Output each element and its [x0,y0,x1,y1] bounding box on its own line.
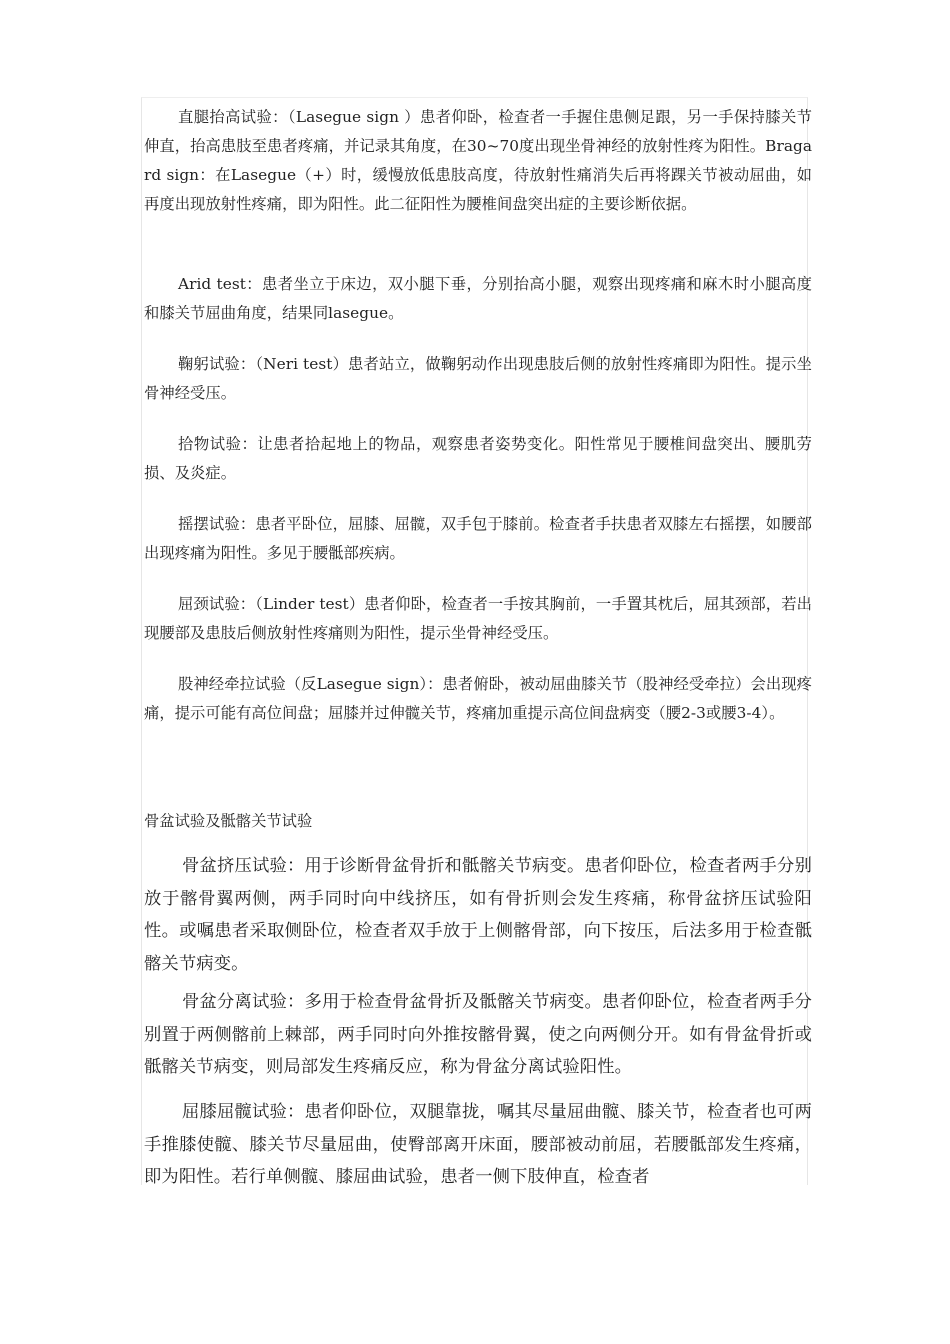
knee-hip-flexion-paragraph: 屈膝屈髋试验：患者仰卧位，双腿靠拢，嘱其尽量屈曲髋、膝关节，检查者也可两手推膝使髋、膝关节尽量屈曲，使臀部离开床面，腰部被动前屈，若腰骶部发生疼痛，即为阳性。若行单侧髋、膝屈曲试验，患者一侧下肢伸直，检查者 [144,1102,812,1187]
arid-test-paragraph: Arid test：患者坐立于床边，双小腿下垂，分别抬高小腿，观察出现疼痛和麻木时小腿高度和膝关节屈曲角度，结果同lasegue。 [144,275,812,322]
pelvic-separation-paragraph: 骨盆分离试验：多用于检查骨盆骨折及骶髂关节病变。患者仰卧位，检查者两手分别置于两侧髂前上棘部，两手同时向外推按髂骨翼，使之向两侧分开。如有骨盆骨折或骶髂关节病变，则局部发生疼痛反应，称为骨盆分离试验阳性。 [144,992,812,1077]
straight-leg-raise-paragraph: 直腿抬高试验：（Lasegue sign ）患者仰卧，检查者一手握住患侧足跟，另一手保持膝关节伸直，抬高患肢至患者疼痛，并记录其角度，在30~70度出现坐骨神经的放射性疼为阳性。Bragard sign：在Lasegue（+）时，缓慢放低患肢高度，待放射性痛消失后再将踝关节被动屈曲，如再度出现放射性疼痛，即为阳性。此二征阳性为腰椎间盘突出症的主要诊断依据。 [144,108,812,213]
pick-up-test-paragraph: 拾物试验：让患者拾起地上的物品，观察患者姿势变化。阳性常见于腰椎间盘突出、腰肌劳损、及炎症。 [144,435,812,482]
femoral-nerve-stretch-paragraph: 股神经牵拉试验（反Lasegue sign）：患者俯卧，被动屈曲膝关节（股神经受牵拉）会出现疼痛，提示可能有高位间盘；屈膝并过伸髋关节，疼痛加重提示高位间盘病变（腰2-3或腰3-4）。 [144,675,812,722]
linder-test-paragraph: 屈颈试验：（Linder test）患者仰卧，检查者一手按其胸前，一手置其枕后，屈其颈部，若出现腰部及患肢后侧放射性疼痛则为阳性，提示坐骨神经受压。 [144,595,812,642]
pelvic-compression-paragraph: 骨盆挤压试验：用于诊断骨盆骨折和骶髂关节病变。患者仰卧位，检查者两手分别放于髂骨翼两侧，两手同时向中线挤压，如有骨折则会发生疼痛，称骨盆挤压试验阳性。或嘱患者采取侧卧位，检查者双手放于上侧髂骨部，向下按压，后法多用于检查骶髂关节病变。 [144,856,812,974]
section-heading: 骨盆试验及骶髂关节试验 [144,812,313,830]
rocking-test-paragraph: 摇摆试验：患者平卧位，屈膝、屈髋，双手包于膝前。检查者手扶患者双膝左右摇摆，如腰部出现疼痛为阳性。多见于腰骶部疾病。 [144,515,812,562]
neri-test-paragraph: 鞠躬试验：（Neri test）患者站立，做鞠躬动作出现患肢后侧的放射性疼痛即为阳性。提示坐骨神经受压。 [144,355,812,402]
